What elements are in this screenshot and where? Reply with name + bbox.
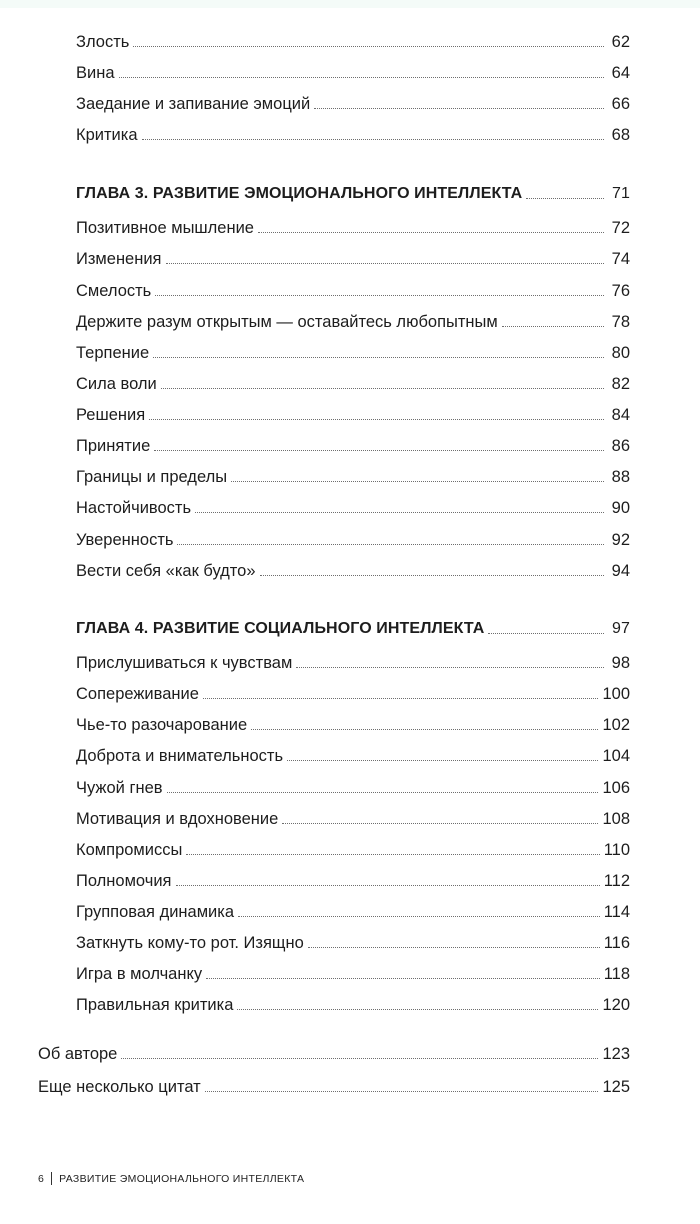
toc-entry-title: Заткнуть кому-то рот. Изящно — [76, 934, 304, 952]
dot-leader — [176, 885, 600, 886]
toc-entry-others-anger — [76, 774, 630, 798]
toc-entry-page: 98 — [611, 654, 630, 672]
toc-entry-page: 116 — [603, 934, 630, 952]
dot-leader — [153, 357, 604, 358]
toc-chapter-title: ГЛАВА 4. РАЗВИТИЕ СОЦИАЛЬНОГО ИНТЕЛЛЕКТА — [76, 620, 485, 637]
dot-leader — [119, 77, 604, 78]
toc-entry-title: Уверенность — [76, 531, 174, 549]
toc-entry-decisions — [76, 401, 630, 425]
toc-entry-title: Сопереживание — [76, 685, 199, 703]
toc-entry-page: 80 — [611, 344, 630, 362]
toc-entry-title: Заедание и запивание эмоций — [76, 95, 311, 113]
toc-entry-title: Полномочия — [76, 872, 172, 890]
toc-entry-empathy — [76, 680, 630, 704]
toc-entry-title: Доброта и внимательность — [76, 747, 284, 765]
dot-leader — [308, 947, 600, 948]
toc-entry-page: 120 — [602, 996, 630, 1014]
toc-entry-group-dynamics — [76, 898, 630, 922]
footer-divider — [51, 1172, 52, 1185]
dot-leader — [177, 544, 604, 545]
toc-entry-page: 94 — [611, 562, 630, 580]
toc-entry-act-as-if — [76, 557, 630, 581]
dot-leader — [502, 326, 604, 327]
toc-entry-title: Держите разум открытым — оставайтесь любопытным — [76, 313, 498, 331]
toc-entry-title: Настойчивость — [76, 499, 192, 517]
toc-entry-page: 71 — [612, 185, 630, 202]
toc-entry-page: 64 — [611, 64, 630, 82]
toc-entry-title: Групповая динамика — [76, 903, 235, 921]
toc-entry-title: Об авторе — [38, 1045, 118, 1063]
footer-page-number: 6 — [38, 1172, 45, 1185]
dot-leader — [526, 198, 604, 199]
toc-entry-title: Вести себя «как будто» — [76, 562, 256, 580]
toc-entry-about-author — [38, 1040, 630, 1064]
toc-entry-silent-game — [76, 960, 630, 984]
dot-leader — [206, 978, 600, 979]
toc-entry-title: Сила воли — [76, 375, 157, 393]
toc-entry-page: 84 — [611, 406, 630, 424]
dot-leader — [155, 295, 604, 296]
dot-leader — [231, 481, 604, 482]
toc-entry-courage — [76, 277, 630, 301]
toc-entry-more-quotes — [38, 1073, 630, 1097]
toc-entry-changes — [76, 245, 630, 269]
dot-leader — [161, 388, 604, 389]
footer-running-title: РАЗВИТИЕ ЭМОЦИОНАЛЬНОГО ИНТЕЛЛЕКТА — [59, 1172, 305, 1185]
dot-leader — [203, 698, 599, 699]
dot-leader — [258, 232, 604, 233]
dot-leader — [314, 108, 604, 109]
dot-leader — [154, 450, 604, 451]
toc-entry-page: 100 — [602, 685, 630, 703]
dot-leader — [251, 729, 598, 730]
toc-chapter-4 — [76, 615, 630, 639]
dot-leader — [166, 263, 605, 264]
toc-chapter-title: ГЛАВА 3. РАЗВИТИЕ ЭМОЦИОНАЛЬНОГО ИНТЕЛЛЕКТА — [76, 185, 523, 202]
toc-entry-page: 82 — [611, 375, 630, 393]
toc-entry-title: Изменения — [76, 250, 162, 268]
toc-entry-page: 112 — [603, 872, 630, 890]
toc-entry-listen-feelings — [76, 649, 630, 673]
dot-leader — [167, 792, 599, 793]
dot-leader — [195, 512, 604, 513]
dot-leader — [205, 1091, 599, 1092]
toc-entry-compromises — [76, 836, 630, 860]
toc-entry-page: 106 — [602, 779, 630, 797]
toc-entry-page: 62 — [611, 33, 630, 51]
toc-entry-kindness — [76, 742, 630, 766]
toc-entry-page: 114 — [603, 903, 630, 921]
toc-entry-confidence — [76, 526, 630, 550]
toc-entry-page: 102 — [602, 716, 630, 734]
toc-entry-page: 88 — [611, 468, 630, 486]
toc-entry-title: Прислушиваться к чувствам — [76, 654, 293, 672]
toc-entry-title: Решения — [76, 406, 146, 424]
toc-entry-page: 118 — [603, 965, 630, 983]
toc-entry-open-mind — [76, 308, 630, 332]
toc-entry-page: 123 — [602, 1045, 630, 1063]
dot-leader — [238, 916, 600, 917]
toc-entry-persistence — [76, 494, 630, 518]
toc-entry-page: 90 — [611, 499, 630, 517]
toc-entry-title: Мотивация и вдохновение — [76, 810, 279, 828]
toc-entry-title: Принятие — [76, 437, 151, 455]
toc-entry-page: 68 — [611, 126, 630, 144]
toc-entry-title: Правильная критика — [76, 996, 234, 1014]
toc-entry-criticism — [76, 121, 630, 145]
toc-entry-boundaries — [76, 463, 630, 487]
toc-entry-page: 104 — [602, 747, 630, 765]
toc-entry-authority — [76, 867, 630, 891]
dot-leader — [142, 139, 604, 140]
toc-entry-page: 97 — [612, 620, 630, 637]
toc-entry-emotional-eating — [76, 90, 630, 114]
toc-entry-title: Смелость — [76, 282, 152, 300]
toc-entry-page: 108 — [602, 810, 630, 828]
toc-entry-title: Критика — [76, 126, 138, 144]
toc-entry-page: 72 — [611, 219, 630, 237]
toc-entry-title: Игра в молчанку — [76, 965, 203, 983]
toc-entry-page: 92 — [611, 531, 630, 549]
toc-entry-anger — [76, 28, 630, 52]
toc-entry-title: Терпение — [76, 344, 150, 362]
toc-chapter-3 — [76, 180, 630, 204]
toc-entry-page: 110 — [603, 841, 630, 859]
dot-leader — [149, 419, 604, 420]
dot-leader — [287, 760, 598, 761]
toc-entry-title: Чье-то разочарование — [76, 716, 248, 734]
toc-entry-guilt — [76, 59, 630, 83]
dot-leader — [488, 633, 604, 634]
toc-entry-shut-up-gracefully — [76, 929, 630, 953]
toc-entry-title: Злость — [76, 33, 130, 51]
dot-leader — [237, 1009, 598, 1010]
toc-entry-page: 66 — [611, 95, 630, 113]
toc-entry-title: Чужой гнев — [76, 779, 163, 797]
toc-entry-proper-criticism — [76, 991, 630, 1015]
toc-entry-willpower — [76, 370, 630, 394]
toc-entry-title: Компромиссы — [76, 841, 183, 859]
dot-leader — [133, 46, 604, 47]
toc-entry-motivation — [76, 805, 630, 829]
page-footer — [38, 1172, 304, 1185]
dot-leader — [296, 667, 604, 668]
dot-leader — [260, 575, 604, 576]
toc-entry-patience — [76, 339, 630, 363]
dot-leader — [186, 854, 599, 855]
toc-entry-title: Вина — [76, 64, 115, 82]
dot-leader — [282, 823, 598, 824]
toc-entry-title: Еще несколько цитат — [38, 1078, 201, 1096]
toc-entry-page: 86 — [611, 437, 630, 455]
toc-entry-page: 78 — [611, 313, 630, 331]
dot-leader — [121, 1058, 598, 1059]
toc-entry-positive-thinking — [76, 214, 630, 238]
toc-entry-acceptance — [76, 432, 630, 456]
toc-entry-disappointment — [76, 711, 630, 735]
toc-entry-title: Позитивное мышление — [76, 219, 254, 237]
toc-entry-page: 76 — [611, 282, 630, 300]
toc-entry-page: 125 — [602, 1078, 630, 1096]
toc-entry-title: Границы и пределы — [76, 468, 228, 486]
toc-entry-page: 74 — [611, 250, 630, 268]
